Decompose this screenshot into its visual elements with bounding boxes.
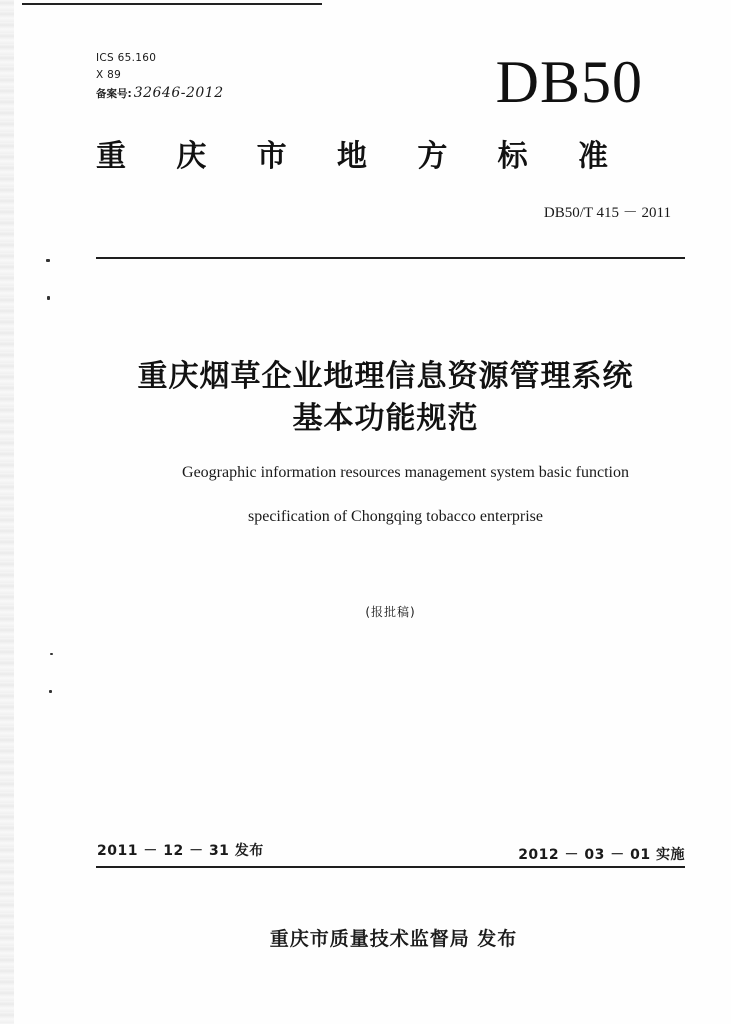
scan-speck xyxy=(50,653,53,655)
top-rule xyxy=(22,3,322,5)
header-divider xyxy=(96,257,685,259)
filing-number-handwritten: 32646-2012 xyxy=(133,85,224,101)
title-zh-line-2: 基本功能规范 xyxy=(292,401,479,436)
category-code: X 89 xyxy=(96,69,122,81)
standard-type-char: 地 xyxy=(336,139,367,174)
standard-type-char: 准 xyxy=(577,139,608,174)
issuing-authority: 重庆市质量技术监督局 发布 xyxy=(269,928,518,950)
standard-type-char: 市 xyxy=(256,139,287,174)
db50-logo: DB50 xyxy=(495,49,643,115)
scan-speck xyxy=(49,690,52,693)
standard-type-char: 方 xyxy=(417,139,448,174)
implementation-date: 2012 － 03 － 01 实施 xyxy=(518,847,685,863)
standard-type-char: 庆 xyxy=(176,139,207,174)
standard-type-char: 重 xyxy=(96,139,126,174)
title-en-line-1: Geographic information resources management system basic function xyxy=(182,464,629,481)
standard-type-title xyxy=(96,140,608,174)
filing-number xyxy=(96,85,224,101)
scan-speck xyxy=(47,296,50,300)
standard-code: DB50/T 415 － 2011 xyxy=(543,205,671,221)
footer-divider xyxy=(96,866,685,868)
title-en-line-2: specification of Chongqing tobacco enterprise xyxy=(247,508,543,525)
standard-type-char: 标 xyxy=(497,139,528,174)
issue-date: 2011 － 12 － 31 发布 xyxy=(97,843,264,859)
title-zh-line-1: 重庆烟草企业地理信息资源管理系统 xyxy=(137,359,634,394)
scan-speck xyxy=(46,259,50,262)
ics-code: ICS 65.160 xyxy=(96,52,157,64)
filing-label: 备案号: xyxy=(96,88,132,100)
draft-status: (报批稿) xyxy=(365,605,416,619)
